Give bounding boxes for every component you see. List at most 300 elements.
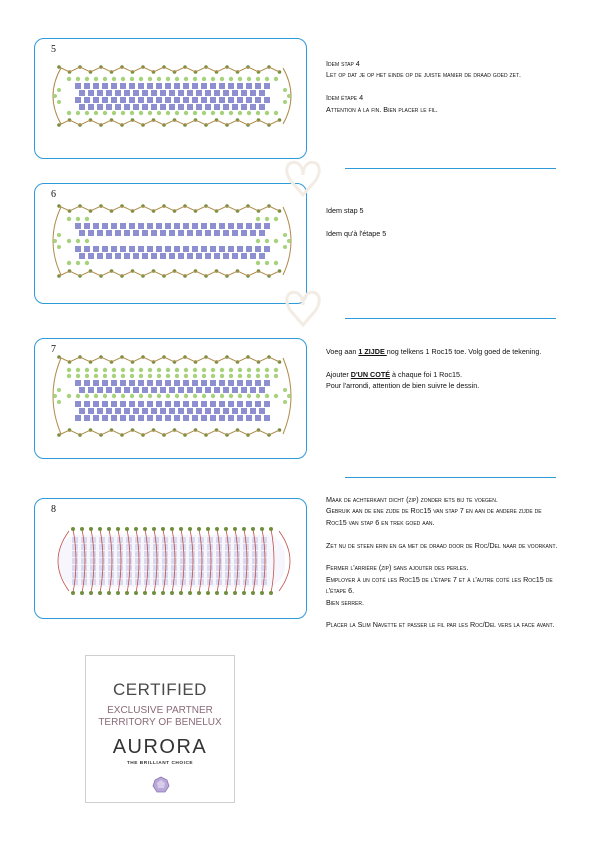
roc-green-bead (193, 394, 197, 398)
delica-bead (183, 380, 189, 386)
delica-bead (79, 90, 85, 96)
roc-green-bead (238, 374, 242, 378)
roc-green-bead (148, 111, 152, 115)
delica-bead (75, 83, 81, 89)
roc-green-bead (256, 239, 260, 243)
roc-green-bead (247, 394, 251, 398)
delica-bead (129, 223, 135, 229)
step-7-instructions (326, 346, 561, 392)
delica-bead (192, 415, 198, 421)
delica-bead (97, 230, 103, 236)
roc-green-bead (202, 77, 206, 81)
instruction-text: Fermer l'arrière (zip) sans ajouter des perles. (326, 563, 469, 573)
delica-bead (147, 246, 153, 252)
roc-green-bead (57, 88, 61, 92)
roc-bead (116, 527, 120, 531)
delica-bead (198, 565, 204, 571)
delica-bead (250, 90, 256, 96)
delica-bead (219, 83, 225, 89)
roc-green-bead (57, 233, 61, 237)
delica-bead (187, 253, 193, 259)
delica-bead (192, 83, 198, 89)
roc-green-bead (229, 77, 233, 81)
roc-green-bead (256, 111, 260, 115)
delica-bead (196, 90, 202, 96)
delica-bead (79, 408, 85, 414)
roc-green-bead (287, 394, 291, 398)
delica-bead (133, 387, 139, 393)
delica-bead (115, 90, 121, 96)
delica-bead (192, 246, 198, 252)
delica-bead (205, 408, 211, 414)
delica-bead (153, 565, 159, 571)
roc-green-bead (76, 217, 80, 221)
roc-bead (161, 591, 165, 595)
roc-green-bead (265, 111, 269, 115)
delica-bead (156, 246, 162, 252)
delica-bead (216, 558, 222, 564)
delica-bead (250, 408, 256, 414)
thread-path (59, 120, 280, 125)
delica-bead (79, 253, 85, 259)
roc-green-bead (274, 374, 278, 378)
delica-bead (178, 104, 184, 110)
delica-bead (264, 380, 270, 386)
delica-bead (169, 90, 175, 96)
delica-bead (232, 253, 238, 259)
roc-green-bead (265, 394, 269, 398)
roc-bead (143, 591, 147, 595)
delica-bead (210, 223, 216, 229)
delica-bead (228, 415, 234, 421)
roc-green-bead (112, 111, 116, 115)
delica-bead (147, 223, 153, 229)
delica-bead (201, 380, 207, 386)
delica-bead (192, 97, 198, 103)
delica-bead (160, 253, 166, 259)
roc-green-bead (283, 400, 287, 404)
delica-bead (180, 558, 186, 564)
instruction-text: Idem qu'à l'étape 5 (326, 228, 387, 238)
delica-bead (97, 104, 103, 110)
instruction-text: Idem stap 5 (326, 206, 364, 215)
delica-bead (120, 401, 126, 407)
delica-bead (165, 401, 171, 407)
delica-bead (153, 551, 159, 557)
delica-bead (90, 551, 96, 557)
delica-bead (216, 551, 222, 557)
delica-bead (261, 551, 267, 557)
delica-bead (223, 408, 229, 414)
delica-bead (174, 246, 180, 252)
roc-green-bead (57, 400, 61, 404)
delica-bead (142, 253, 148, 259)
delica-bead (90, 558, 96, 564)
delica-bead (138, 380, 144, 386)
instruction-line (326, 494, 561, 505)
delica-bead (225, 565, 231, 571)
territory-line: TERRITORY OF BENELUX (98, 717, 222, 728)
delica-bead (196, 230, 202, 236)
roc-green-bead (53, 239, 57, 243)
delica-bead (165, 415, 171, 421)
delica-bead (241, 408, 247, 414)
roc-green-bead (85, 374, 89, 378)
roc-bead (125, 591, 129, 595)
roc-green-bead (53, 94, 57, 98)
delica-bead (255, 401, 261, 407)
roc-green-bead (175, 77, 179, 81)
roc-green-bead (148, 374, 152, 378)
roc-green-bead (184, 111, 188, 115)
instruction-text: Pour l'arrondi, attention de bien suivre le dessin. (326, 381, 480, 391)
roc-bead (152, 591, 156, 595)
delica-bead (97, 90, 103, 96)
delica-bead (138, 83, 144, 89)
delica-bead (178, 387, 184, 393)
instruction-line (326, 380, 561, 391)
delica-bead (241, 90, 247, 96)
watermark-logo (278, 150, 328, 350)
roc-green-bead (94, 111, 98, 115)
roc-bead (242, 527, 246, 531)
delica-bead (111, 246, 117, 252)
delica-bead (88, 387, 94, 393)
delica-bead (228, 97, 234, 103)
delica-bead (174, 97, 180, 103)
delica-bead (232, 230, 238, 236)
delica-bead (169, 230, 175, 236)
roc-green-bead (130, 374, 134, 378)
delica-bead (246, 97, 252, 103)
delica-bead (178, 408, 184, 414)
roc-green-bead (67, 261, 71, 265)
roc-green-bead (67, 368, 71, 372)
delica-bead (243, 558, 249, 564)
delica-bead (111, 415, 117, 421)
delica-bead (255, 223, 261, 229)
delica-bead (187, 387, 193, 393)
roc-green-bead (130, 111, 134, 115)
delica-bead (259, 230, 265, 236)
roc-green-bead (287, 94, 291, 98)
delica-bead (102, 380, 108, 386)
delica-bead (169, 104, 175, 110)
delica-bead (214, 387, 220, 393)
delica-bead (246, 223, 252, 229)
roc-green-bead (85, 368, 89, 372)
instruction-line (326, 551, 561, 562)
delica-bead (117, 565, 123, 571)
instruction-text: Idem stap 4 (326, 59, 360, 68)
roc-bead (89, 527, 93, 531)
delica-bead (243, 551, 249, 557)
roc-green-bead (94, 77, 98, 81)
roc-green-bead (166, 394, 170, 398)
roc-green-bead (220, 368, 224, 372)
roc-green-bead (76, 368, 80, 372)
delica-bead (97, 387, 103, 393)
delica-bead (205, 104, 211, 110)
delica-bead (160, 408, 166, 414)
step-8-diagram (34, 498, 307, 619)
delica-bead (259, 104, 265, 110)
roc-bead (71, 527, 75, 531)
delica-bead (135, 551, 141, 557)
delica-bead (189, 551, 195, 557)
delica-bead (216, 565, 222, 571)
delica-bead (142, 90, 148, 96)
roc-green-bead (247, 374, 251, 378)
step-8-instructions (326, 494, 561, 631)
roc-green-bead (85, 77, 89, 81)
delica-bead (250, 230, 256, 236)
delica-bead (174, 415, 180, 421)
delica-bead (108, 551, 114, 557)
delica-bead (201, 401, 207, 407)
delica-bead (81, 565, 87, 571)
roc-green-bead (85, 394, 89, 398)
roc-bead (143, 527, 147, 531)
step-number: 5 (51, 44, 56, 55)
instruction-text: Voeg aan (326, 347, 359, 356)
roc-green-bead (184, 374, 188, 378)
roc-green-bead (256, 217, 260, 221)
beadwork-illustration (35, 184, 307, 304)
delica-bead (156, 97, 162, 103)
step-5-diagram (34, 38, 307, 159)
instruction-line (326, 574, 561, 597)
delica-bead (81, 551, 87, 557)
delica-bead (72, 558, 78, 564)
delica-bead (234, 551, 240, 557)
roc-green-bead (184, 394, 188, 398)
instruction-line (326, 58, 561, 69)
roc-green-bead (148, 394, 152, 398)
delica-bead (169, 408, 175, 414)
delica-bead (210, 415, 216, 421)
delica-bead (102, 415, 108, 421)
roc-green-bead (247, 111, 251, 115)
delica-bead (88, 253, 94, 259)
delica-bead (223, 387, 229, 393)
delica-bead (156, 380, 162, 386)
delica-bead (223, 104, 229, 110)
roc-green-bead (274, 368, 278, 372)
delica-bead (126, 565, 132, 571)
delica-bead (129, 97, 135, 103)
roc-bead (107, 527, 111, 531)
delica-bead (259, 90, 265, 96)
delica-bead (210, 83, 216, 89)
roc-green-bead (112, 77, 116, 81)
delica-bead (79, 387, 85, 393)
roc-green-bead (67, 239, 71, 243)
roc-green-bead (193, 368, 197, 372)
delica-bead (133, 253, 139, 259)
delica-bead (138, 97, 144, 103)
delica-bead (183, 246, 189, 252)
delica-bead (178, 230, 184, 236)
delica-bead (129, 246, 135, 252)
delica-bead (174, 83, 180, 89)
roc-green-bead (256, 374, 260, 378)
roc-green-bead (265, 261, 269, 265)
instruction-line (326, 228, 561, 239)
delica-bead (120, 415, 126, 421)
delica-bead (201, 246, 207, 252)
delica-bead (241, 253, 247, 259)
roc-green-bead (157, 394, 161, 398)
delica-bead (246, 83, 252, 89)
delica-bead (223, 90, 229, 96)
delica-bead (183, 223, 189, 229)
roc-bead (215, 527, 219, 531)
delica-bead (84, 415, 90, 421)
delica-bead (210, 380, 216, 386)
delica-bead (117, 558, 123, 564)
delica-bead (106, 90, 112, 96)
delica-bead (129, 380, 135, 386)
delica-bead (237, 246, 243, 252)
delica-bead (264, 401, 270, 407)
delica-bead (99, 558, 105, 564)
delica-bead (214, 104, 220, 110)
delica-bead (153, 558, 159, 564)
instruction-line (326, 357, 561, 368)
instruction-text: Maak de achterkant dicht (zip) zonder iets bij te voegen. (326, 495, 498, 504)
instruction-line (326, 528, 561, 539)
instruction-line (326, 505, 561, 528)
delica-bead (84, 380, 90, 386)
delica-bead (124, 90, 130, 96)
delica-bead (183, 97, 189, 103)
delica-bead (124, 387, 130, 393)
delica-bead (187, 230, 193, 236)
delica-bead (201, 97, 207, 103)
roc-bead (260, 527, 264, 531)
delica-bead (133, 230, 139, 236)
delica-bead (228, 401, 234, 407)
delica-bead (88, 408, 94, 414)
roc-green-bead (193, 374, 197, 378)
roc-bead (134, 527, 138, 531)
delica-bead (165, 246, 171, 252)
delica-bead (232, 408, 238, 414)
roc-green-bead (57, 245, 61, 249)
delica-bead (165, 97, 171, 103)
instruction-line (326, 69, 561, 80)
delica-bead (115, 230, 121, 236)
delica-bead (232, 387, 238, 393)
roc-green-bead (57, 100, 61, 104)
delica-bead (147, 83, 153, 89)
roc-green-bead (166, 368, 170, 372)
instruction-line (326, 81, 561, 92)
delica-bead (210, 97, 216, 103)
roc-green-bead (148, 368, 152, 372)
instruction-text: Gebruik aan de ene zijde de Roc15 van stap 7 en aan de andere zijde de Roc15 van stap 6 en trek goed aan. (326, 506, 542, 527)
delica-bead (93, 97, 99, 103)
section-divider (345, 318, 556, 319)
roc-green-bead (229, 394, 233, 398)
roc-green-bead (229, 111, 233, 115)
delica-bead (250, 253, 256, 259)
delica-bead (223, 230, 229, 236)
roc-green-bead (112, 374, 116, 378)
delica-bead (135, 565, 141, 571)
delica-bead (219, 246, 225, 252)
roc-green-bead (94, 374, 98, 378)
roc-bead (251, 527, 255, 531)
roc-green-bead (175, 368, 179, 372)
roc-bead (125, 527, 129, 531)
roc-green-bead (265, 239, 269, 243)
brand-name: AURORA (112, 736, 208, 758)
delica-bead (124, 230, 130, 236)
delica-bead (102, 246, 108, 252)
instruction-line (326, 346, 561, 357)
delica-bead (232, 104, 238, 110)
delica-bead (115, 104, 121, 110)
delica-bead (219, 97, 225, 103)
delica-bead (228, 83, 234, 89)
instruction-text: Let op dat je op het einde op de juiste manier de draad goed zet. (326, 70, 521, 80)
roc-green-bead (85, 217, 89, 221)
delica-bead (102, 83, 108, 89)
delica-bead (160, 387, 166, 393)
delica-bead (234, 565, 240, 571)
delica-bead (72, 565, 78, 571)
roc-green-bead (76, 374, 80, 378)
delica-bead (237, 97, 243, 103)
delica-bead (117, 551, 123, 557)
delica-bead (198, 558, 204, 564)
delica-bead (228, 380, 234, 386)
delica-bead (129, 83, 135, 89)
delica-bead (99, 565, 105, 571)
roc-green-bead (76, 239, 80, 243)
delica-bead (133, 408, 139, 414)
roc-green-bead (67, 111, 71, 115)
instruction-line (326, 369, 561, 380)
roc-bead (71, 591, 75, 595)
delica-bead (97, 408, 103, 414)
delica-bead (126, 551, 132, 557)
delica-bead (252, 565, 258, 571)
roc-green-bead (238, 394, 242, 398)
delica-bead (156, 415, 162, 421)
roc-green-bead (157, 368, 161, 372)
delica-bead (250, 104, 256, 110)
delica-bead (115, 408, 121, 414)
roc-green-bead (67, 77, 71, 81)
roc-green-bead (274, 111, 278, 115)
delica-bead (246, 246, 252, 252)
delica-bead (106, 408, 112, 414)
roc-green-bead (202, 374, 206, 378)
roc-bead (260, 591, 264, 595)
delica-bead (205, 387, 211, 393)
roc-bead (197, 527, 201, 531)
delica-bead (120, 380, 126, 386)
delica-bead (97, 253, 103, 259)
delica-bead (151, 104, 157, 110)
roc-green-bead (85, 261, 89, 265)
delica-bead (147, 415, 153, 421)
delica-bead (135, 558, 141, 564)
instruction-line (326, 540, 561, 551)
